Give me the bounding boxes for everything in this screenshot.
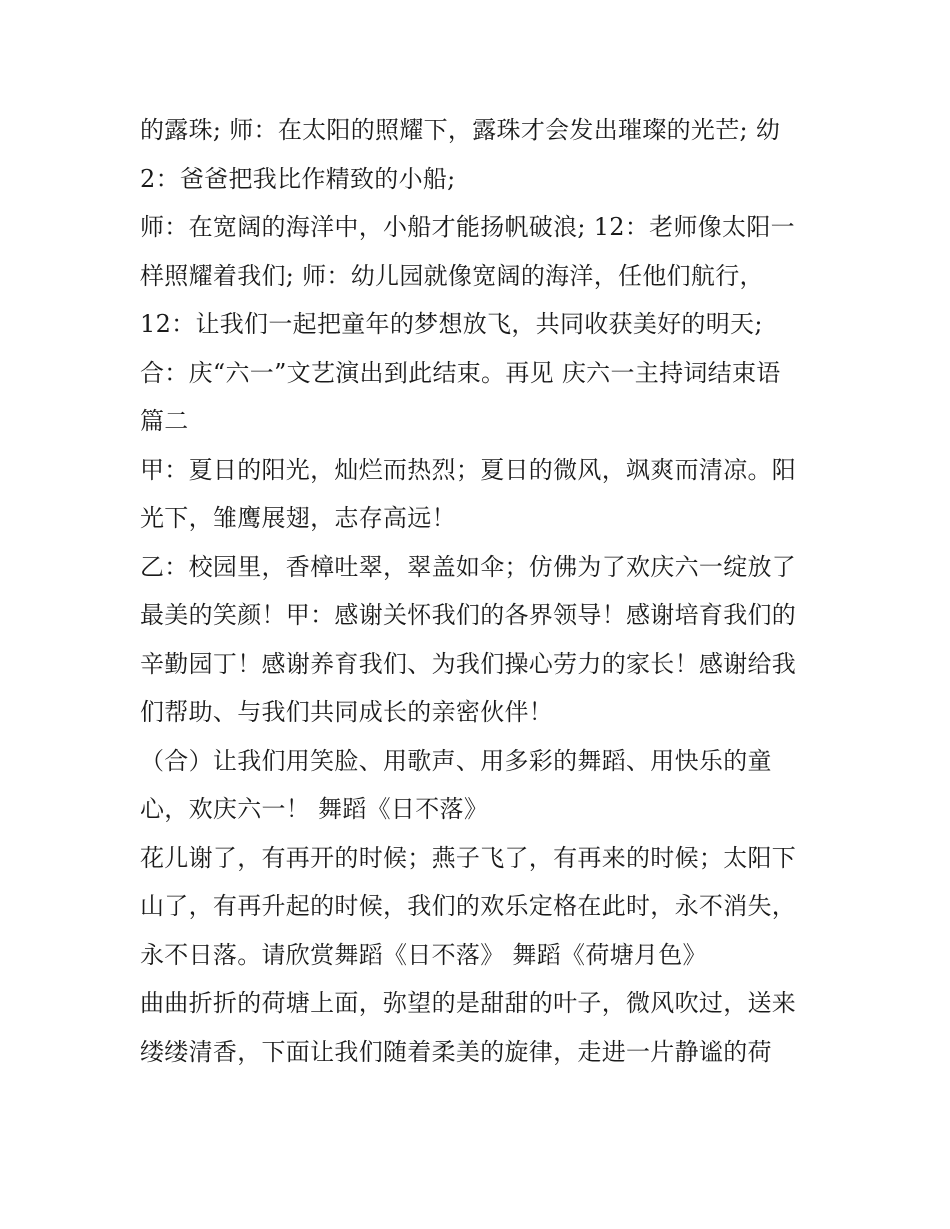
text-line: 缕缕清香，下面让我们随着柔美的旋律，走进一片静谧的荷 [140,1037,772,1066]
text-line: （合）让我们用笑脸、用歌声、用多彩的舞蹈、用快乐的童 [140,746,772,775]
text-line: 心，欢庆六一！ 舞蹈《日不落》 [140,795,489,823]
text-line: 12：让我们一起把童年的梦想放飞，共同收获美好的明天; [140,310,763,338]
text-line: 最美的笑颜！甲：感谢关怀我们的各界领导！感谢培育我们的 [140,601,797,629]
text-line: 曲曲折折的荷塘上面，弥望的是甜甜的叶子，微风吹过，送来 [140,989,797,1017]
text-line: 甲：夏日的阳光，灿烂而热烈；夏日的微风，飒爽而清凉。阳 [140,455,797,484]
text-line: 辛勤园丁！感谢养育我们、为我们操心劳力的家长！感谢给我 [140,649,797,678]
text-line: 2：爸爸把我比作精致的小船; [140,164,456,193]
text-line: 样照耀着我们; 师：幼儿园就像宽阔的海洋，任他们航行， [140,261,764,290]
text-line: 合：庆“六一”文艺演出到此结束。再见 庆六一主持词结束语 [140,358,781,387]
text-line: 花儿谢了，有再开的时候；燕子飞了，有再来的时候；太阳下 [140,843,797,872]
document-body [140,106,830,1076]
text-line: 师：在宽阔的海洋中，小船才能扬帆破浪; 12：老师像太阳一 [140,213,795,241]
text-line: 篇二 [140,407,189,435]
text-line: 乙：校园里，香樟吐翠，翠盖如伞；仿佛为了欢庆六一绽放了 [140,552,797,581]
text-line: 们帮助、与我们共同成长的亲密伙伴！ [140,698,554,726]
text-line: 的露珠; 师：在太阳的照耀下，露珠才会发出璀璨的光芒; 幼 [140,116,781,144]
text-line: 光下，雏鹰展翅，志存高远！ [140,504,456,532]
text-line: 永不日落。请欣赏舞蹈《日不落》 舞蹈《荷塘月色》 [140,940,707,969]
text-line: 山了，有再升起的时候，我们的欢乐定格在此时，永不消失， [140,892,797,920]
